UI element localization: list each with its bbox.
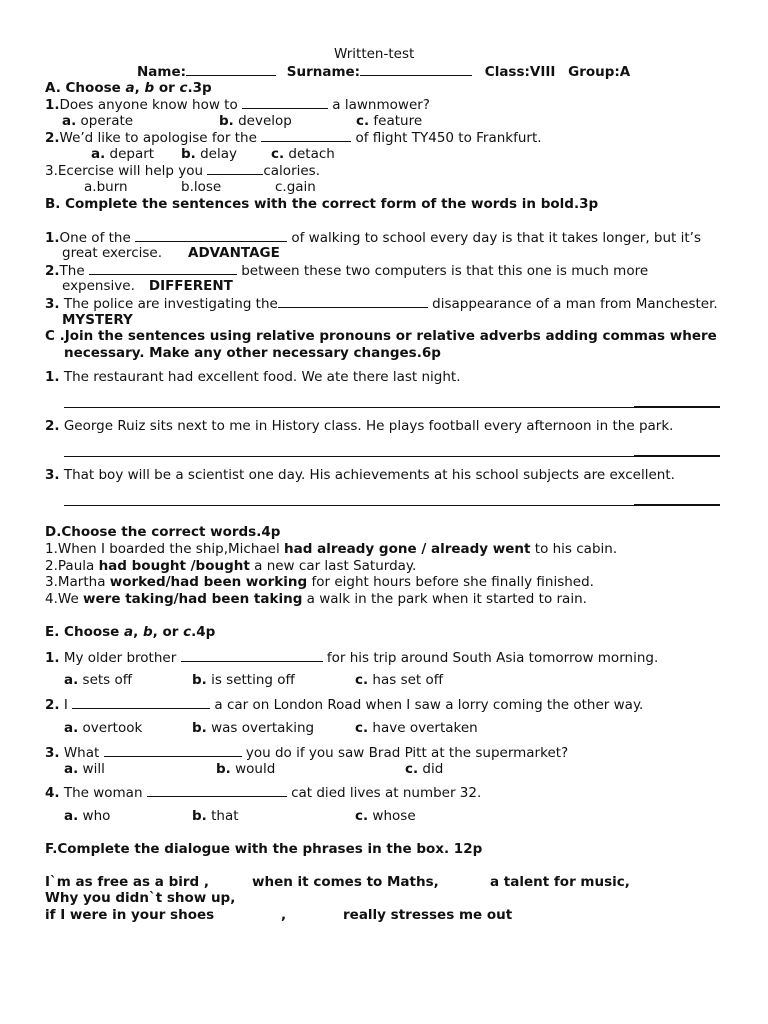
answer-line-end [634,504,720,506]
a-question-2: 2.We’d like to apologise for the of flight TY450 to Frankfurt. [45,130,542,146]
answer-blank[interactable] [72,696,210,709]
class-label: Class:VIII [484,64,556,80]
option-a[interactable]: a. will [64,761,105,777]
a-question-3: 3.Ecercise will help you calories. [45,163,320,179]
option-c[interactable]: c. has set off [355,672,444,688]
option-a[interactable]: a. depart [91,146,155,162]
answer-blank[interactable] [261,129,351,142]
option-b[interactable]: b. delay [181,146,237,162]
name-label: Name: [137,64,187,80]
c-item-3: 3. That boy will be a scientist one day. His achievements at his school subjects are excellent. [45,467,675,483]
option-a[interactable]: a.burn [84,179,128,195]
section-d-heading: D.Choose the correct words.4p [45,524,281,540]
group-label: Group:A [568,64,631,80]
b-question-1: 1.One of the of walking to school every day is that it takes longer, but it’s [45,230,701,246]
answer-line[interactable] [64,456,634,457]
phrase: I`m as free as a bird , [45,874,210,890]
a-question-1: 1.Does anyone know how to a lawnmower? [45,97,430,113]
section-c-heading-cont: necessary. Make any other necessary changes.6p [64,345,441,361]
section-c-heading: C .Join the sentences using relative pronouns or relative adverbs adding commas where [45,328,717,344]
option-a[interactable]: a. who [64,808,111,824]
option-a[interactable]: a. operate [62,113,134,129]
d-item-4: 4.We were taking/had been taking a walk in the park when it started to rain. [45,591,587,607]
phrase: a talent for music, [490,874,630,890]
surname-label: Surname: [286,64,361,80]
option-b[interactable]: b. was overtaking [192,720,315,736]
bold-word: MYSTERY [62,312,133,328]
phrase-separator: , [281,907,287,923]
phrase: Why you didn`t show up, [45,890,236,906]
e-question-2: 2. I a car on London Road when I saw a lorry coming the other way. [45,697,644,713]
answer-blank[interactable] [207,162,263,175]
bold-word: ADVANTAGE [188,245,280,261]
e-question-4: 4. The woman cat died lives at number 32. [45,785,482,801]
student-info-row [137,63,630,80]
answer-blank[interactable] [278,295,428,308]
option-b[interactable]: b. that [192,808,239,824]
word-choice[interactable]: worked/had been working [109,574,308,590]
c-item-2: 2. George Ruiz sits next to me in History class. He plays football every afternoon in the park. [45,418,674,434]
answer-blank[interactable] [242,96,328,109]
answer-blank[interactable] [104,744,242,757]
answer-blank[interactable] [89,262,237,275]
a-question-1-options [62,113,133,129]
answer-line[interactable] [64,505,634,506]
section-f-heading: F.Complete the dialogue with the phrases in the box. 12p [45,841,483,857]
phrase: really stresses me out [343,907,513,923]
bold-word: DIFFERENT [148,278,233,294]
section-e-heading: E. Choose a, b, or c.4p [45,624,216,640]
word-choice[interactable]: had already gone / already went [284,541,531,557]
option-b[interactable]: b. develop [219,113,292,129]
c-item-1: 1. The restaurant had excellent food. We ate there last night. [45,369,461,385]
name-field[interactable] [186,63,276,76]
phrase: when it comes to Maths, [252,874,439,890]
answer-line-end [634,455,720,457]
answer-blank[interactable] [147,784,287,797]
e-question-1: 1. My older brother for his trip around South Asia tomorrow morning. [45,650,659,666]
answer-blank[interactable] [135,229,287,242]
section-a-heading: A. Choose a, b or c.3p [45,80,212,96]
option-a[interactable]: a. overtook [64,720,143,736]
e-question-3: 3. What you do if you saw Brad Pitt at the supermarket? [45,745,569,761]
d-item-1: 1.When I boarded the ship,Michael had already gone / already went to his cabin. [45,541,618,557]
option-b[interactable]: b. is setting off [192,672,295,688]
option-c[interactable]: c. did [405,761,444,777]
b-question-1-cont: great exercise. ADVANTAGE [62,245,280,261]
answer-line[interactable] [64,407,634,408]
option-c[interactable]: c.gain [275,179,316,195]
option-c[interactable]: c. feature [356,113,423,129]
option-c[interactable]: c. have overtaken [355,720,478,736]
answer-line-end [634,406,720,408]
phrase: if I were in your shoes [45,907,215,923]
d-item-3: 3.Martha worked/had been working for eight hours before she finally finished. [45,574,594,590]
d-item-2: 2.Paula had bought /bought a new car last Saturday. [45,558,417,574]
b-question-2: 2.The between these two computers is that this one is much more [45,263,649,279]
option-a[interactable]: a. sets off [64,672,133,688]
answer-blank[interactable] [181,649,323,662]
option-b[interactable]: b. would [216,761,276,777]
word-choice[interactable]: were taking/had been taking [83,591,303,607]
option-c[interactable]: c. detach [271,146,335,162]
option-c[interactable]: c. whose [355,808,416,824]
test-title: Written-test [334,46,415,62]
b-question-3: 3. The police are investigating the disappearance of a man from Manchester. [45,296,718,312]
section-b-heading: B. Complete the sentences with the correct form of the words in bold.3p [45,196,599,212]
option-b[interactable]: b.lose [181,179,222,195]
b-question-2-cont: expensive. DIFFERENT [62,278,233,294]
surname-field[interactable] [360,63,472,76]
word-choice[interactable]: had bought /bought [98,558,250,574]
